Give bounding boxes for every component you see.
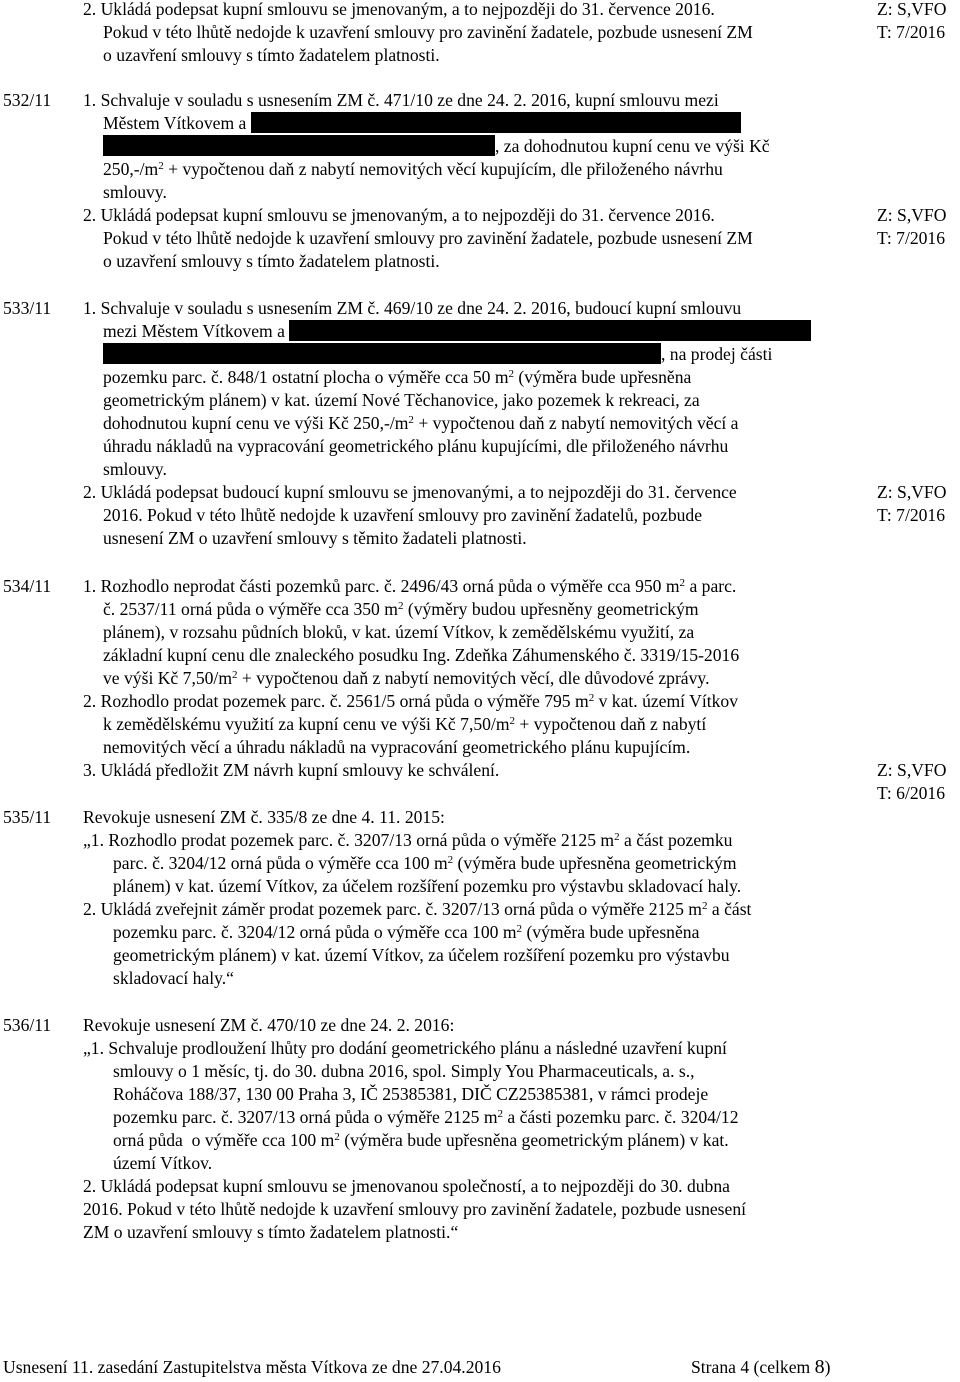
text-line [103,412,738,436]
text-line: Pokud v této lhůtě nedojde k uzavření smlouvy pro zavinění žadatele, pozbude usnesení ZM [103,22,753,42]
text-fragment: 250,-/m [103,159,159,179]
text-fragment: dohodnutou kupní cenu ve výši Kč 250,-/m [103,413,409,433]
text-line: 2. Ukládá podepsat kupní smlouvu se jmenovaným, a to nejpozději do 31. července 2016. [83,205,715,225]
responsible-note: Z: S,VFO [877,0,947,19]
text-fragment: + vypočtenou daň z nabytí [515,714,707,734]
text-line [103,112,741,136]
text-line: plánem), v rozsahu půdních bloků, v kat. území Vítkov, k zemědělskému využití, za [103,622,695,642]
superscript: 2 [701,900,708,912]
text-line: smlouvy o 1 měsíc, tj. do 30. dubna 2016, spol. Simply You Pharmaceuticals, a. s., [113,1061,695,1081]
footer-page-prefix: Strana 4 (celkem [691,1357,815,1377]
resolution-number: 535/11 [3,807,52,827]
redaction-bar [251,112,741,133]
text-line [113,852,737,876]
text-fragment: orná půda o výměře cca 100 m [113,1130,335,1150]
superscript: 2 [397,600,404,612]
text-fragment: + vypočtenou daň z nabytí nemovitých věcí a [413,413,739,433]
text-fragment: , za dohodnutou kupní cenu ve výši Kč [495,136,770,156]
text-fragment: a části pozemku parc. č. 3204/12 [503,1107,739,1127]
superscript: 2 [516,923,523,935]
superscript: 2 [614,831,620,843]
superscript: 2 [232,669,238,681]
text-fragment: a část pozemku [619,830,733,850]
redaction-bar [103,135,495,156]
text-line: o uzavření smlouvy s tímto žadatelem platnosti. [103,251,440,271]
text-line: Roháčova 188/37, 130 00 Praha 3, IČ 25385381, DIČ CZ25385381, v rámci prodeje [113,1084,709,1104]
text-fragment: (výměra bude upřesněna [522,922,700,942]
text-line [103,713,706,737]
text-line [103,366,691,390]
redaction-bar [103,343,661,364]
text-line [103,598,699,622]
superscript: 2 [588,692,595,704]
footer-page-info [691,1356,830,1380]
text-line: úhradu nákladů na vypracování geometrického plánu kupujícími, dle přiloženého návrhu [103,436,729,456]
text-fragment: mezi Městem Vítkovem a [103,321,285,341]
text-line [103,667,709,691]
redaction-bar [289,320,811,341]
text-fragment: (výměra bude upřesněna [514,367,692,387]
text-line: „1. Schvaluje prodloužení lhůty pro dodání geometrického plánu a následné uzavření kupní [83,1038,727,1058]
footer-page-suffix: ) [824,1357,831,1377]
deadline-note: T: 7/2016 [877,228,946,248]
text-line: 2016. Pokud v této lhůtě nedojde k uzavření smlouvy pro zavinění žadatele, pozbude usnesení [83,1199,747,1219]
text-line: základní kupní cenu dle znaleckého posudku Ing. Zdeňka Záhumenského č. 3319/15-2016 [103,645,740,665]
text-line: geometrickým plánem) v kat. území Nové Těchanovice, jako pozemek k rekreaci, za [103,390,700,410]
deadline-note: T: 7/2016 [877,22,946,42]
superscript: 2 [408,414,414,426]
text-fragment: pozemku parc. č. 3207/13 orná půda o výměře 2125 m [113,1107,498,1127]
text-line [103,135,770,159]
text-fragment: (výměra bude upřesněna geometrickým [453,853,737,873]
text-line: území Vítkov. [113,1153,213,1173]
text-line: 2. Ukládá podepsat kupní smlouvu se jmenovanou společností, a to nejpozději do 30. dubna [83,1176,730,1196]
superscript: 2 [158,160,164,172]
text-line [113,921,699,945]
text-fragment: k zemědělskému využití za kupní cenu ve výši Kč 7,50/m [103,714,510,734]
text-line [83,690,738,714]
text-line: 1. Schvaluje v souladu s usnesením ZM č. 469/10 ze dne 24. 2. 2016, budoucí kupní smlouvu [83,298,742,318]
text-fragment: Městem Vítkovem a [103,113,247,133]
text-fragment: (výměra bude upřesněna geometrickým plánem) v kat. [339,1130,729,1150]
text-line [83,829,732,853]
text-fragment: 2. Rozhodlo prodat pozemek parc. č. 2561/5 orná půda o výměře 795 m [83,691,589,711]
text-fragment: pozemku parc. č. 3204/12 orná půda o výměře cca 100 m [113,922,517,942]
text-line: 2. Ukládá podepsat budoucí kupní smlouvu se jmenovanými, a to nejpozději do 31. července [83,482,737,502]
text-line: 3. Ukládá předložit ZM návrh kupní smlouvy ke schválení. [83,760,500,780]
text-line: 2. Ukládá podepsat kupní smlouvu se jmenovaným, a to nejpozději do 31. července 2016. [83,0,715,19]
resolution-number: 532/11 [3,90,52,110]
responsible-note: Z: S,VFO [877,205,947,225]
superscript: 2 [497,1108,504,1120]
resolution-number: 536/11 [3,1015,52,1035]
text-fragment: v kat. území Vítkov [594,691,739,711]
text-line: 2016. Pokud v této lhůtě nedojde k uzavření smlouvy pro zavinění žadatelů, pozbude [103,505,703,525]
deadline-note: T: 7/2016 [877,505,946,525]
superscript: 2 [509,715,516,727]
text-fragment: + vypočtenou daň z nabytí nemovitých věcí, dle důvodové zprávy. [237,668,710,688]
text-fragment: 2. Ukládá zveřejnit záměr prodat pozemek parc. č. 3207/13 orná půda o výměře 2125 m [83,899,702,919]
superscript: 2 [447,854,454,866]
superscript: 2 [508,368,514,380]
superscript: 2 [334,1131,340,1143]
text-fragment: č. 2537/11 orná půda o výměře cca 350 m [103,599,398,619]
text-line: plánem) v kat. území Vítkov, za účelem rozšíření pozemku pro výstavbu skladovací haly. [113,876,742,896]
text-line: nemovitých věcí a úhradu nákladů na vypracování geometrického plánu kupujícím. [103,737,691,757]
text-fragment: (výměry budou upřesněny geometrickým [403,599,699,619]
footer-page-total: 8 [814,1356,825,1378]
text-line: Revokuje usnesení ZM č. 470/10 ze dne 24. 2. 2016: [83,1015,455,1035]
text-line: Pokud v této lhůtě nedojde k uzavření smlouvy pro zavinění žadatele, pozbude usnesení ZM [103,228,753,248]
responsible-note: Z: S,VFO [877,482,947,502]
text-line: smlouvy. [103,182,167,202]
resolution-number: 533/11 [3,298,52,318]
text-line: 1. Schvaluje v souladu s usnesením ZM č. 471/10 ze dne 24. 2. 2016, kupní smlouvu mezi [83,90,719,110]
text-line: skladovací haly.“ [113,968,234,988]
footer-left: Usnesení 11. zasedání Zastupitelstva města Vítkova ze dne 27.04.2016 [3,1357,501,1377]
superscript: 2 [679,577,686,589]
text-line: Revokuje usnesení ZM č. 335/8 ze dne 4. 11. 2015: [83,807,445,827]
text-fragment: pozemku parc. č. 848/1 ostatní plocha o výměře cca 50 m [103,367,509,387]
text-fragment: , na prodej části [661,344,773,364]
text-fragment: ve výši Kč 7,50/m [103,668,233,688]
text-line: usnesení ZM o uzavření smlouvy s těmito žadateli platnosti. [103,528,527,548]
text-fragment: parc. č. 3204/12 orná půda o výměře cca 100 m [113,853,448,873]
text-fragment: a parc. [685,576,737,596]
responsible-note: Z: S,VFO [877,760,947,780]
text-line [113,1106,739,1130]
text-line [103,320,811,344]
text-line [83,898,751,922]
text-fragment: „1. Rozhodlo prodat pozemek parc. č. 3207/13 orná půda o výměře 2125 m [83,830,615,850]
text-line [103,343,772,367]
text-line [103,158,723,182]
text-fragment: a část [707,899,752,919]
resolution-number: 534/11 [3,576,52,596]
text-line [113,1129,729,1153]
text-line: o uzavření smlouvy s tímto žadatelem platnosti. [103,45,440,65]
text-line [83,575,736,599]
text-line: smlouvy. [103,459,167,479]
text-fragment: 1. Rozhodlo neprodat části pozemků parc. č. 2496/43 orná půda o výměře cca 950 m [83,576,680,596]
deadline-note: T: 6/2016 [877,783,946,803]
text-fragment: + vypočtenou daň z nabytí nemovitých věcí kupujícím, dle přiloženého návrhu [163,159,723,179]
text-line: ZM o uzavření smlouvy s tímto žadatelem platnosti.“ [83,1222,459,1242]
text-line: geometrickým plánem) v kat. území Vítkov, za účelem rozšíření pozemku pro výstavbu [113,945,730,965]
